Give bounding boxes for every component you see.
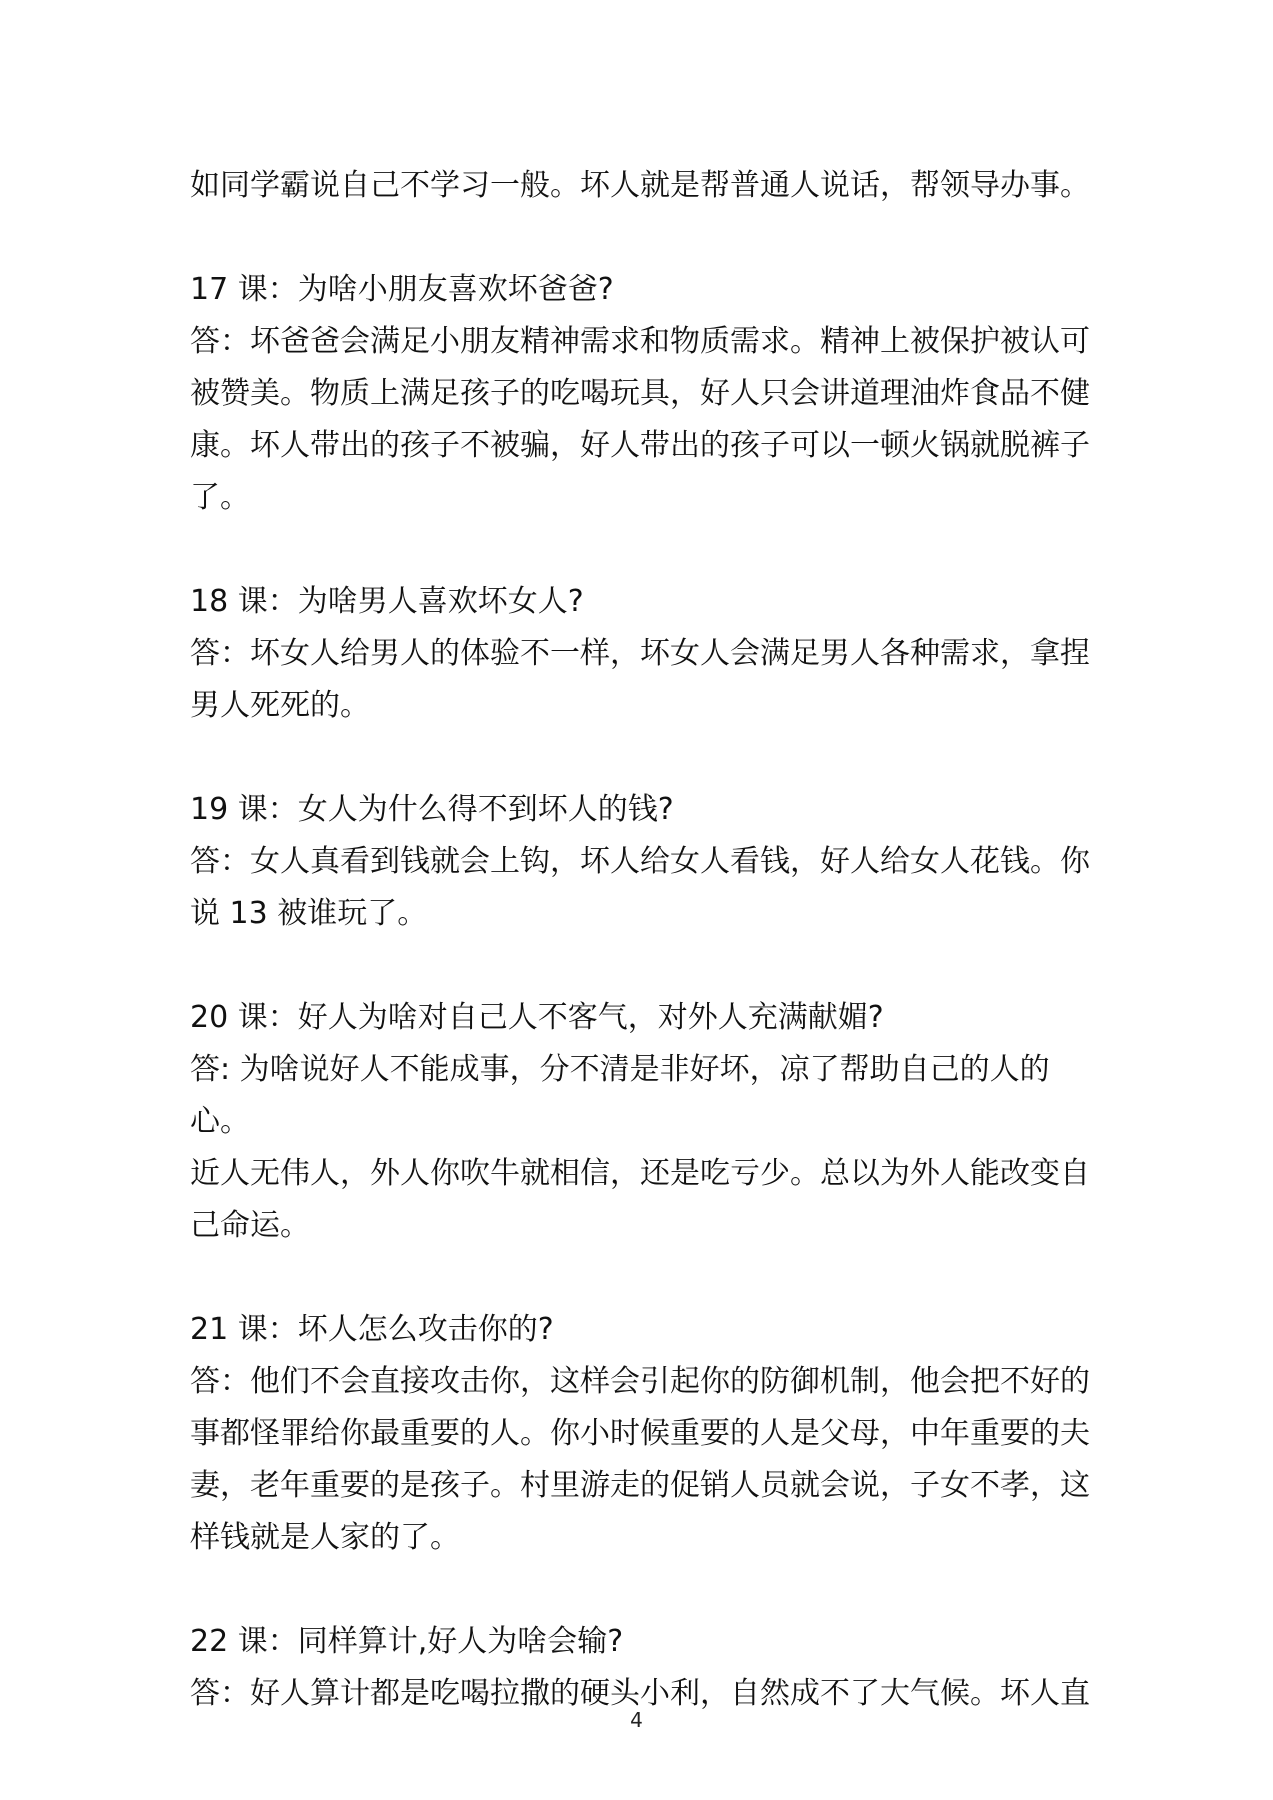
page-number: 4	[630, 1708, 643, 1732]
lesson-18-answer-line: 男人死死的。	[190, 688, 370, 723]
lesson-22-answer-line: 答：好人算计都是吃喝拉撒的硬头小利，自然成不了大气候。坏人直	[190, 1676, 1090, 1711]
lesson-21-answer-line: 妻，老年重要的是孩子。村里游走的促销人员就会说，子女不孝，这	[190, 1468, 1090, 1503]
lesson-17-question: 17 课：为啥小朋友喜欢坏爸爸?	[190, 272, 614, 307]
lesson-18-answer-line: 答：坏女人给男人的体验不一样，坏女人会满足男人各种需求，拿捏	[190, 636, 1090, 671]
lesson-20-answer-line: 近人无伟人，外人你吹牛就相信，还是吃亏少。总以为外人能改变自	[190, 1156, 1090, 1191]
lesson-17-answer-line: 康。坏人带出的孩子不被骗，好人带出的孩子可以一顿火锅就脱裤子	[190, 428, 1090, 463]
intro-line: 如同学霸说自己不学习一般。坏人就是帮普通人说话，帮领导办事。	[190, 168, 1090, 203]
lesson-19-answer-line: 答：女人真看到钱就会上钩，坏人给女人看钱，好人给女人花钱。你	[190, 844, 1090, 879]
lesson-21-question: 21 课：坏人怎么攻击你的?	[190, 1312, 554, 1347]
lesson-20-answer-line: 己命运。	[190, 1208, 310, 1243]
lesson-21-answer-line: 答：他们不会直接攻击你，这样会引起你的防御机制，他会把不好的	[190, 1364, 1090, 1399]
lesson-20-question: 20 课：好人为啥对自己人不客气，对外人充满献媚?	[190, 1000, 884, 1035]
paragraph-gap	[190, 732, 1095, 784]
lesson-17-answer-line: 答：坏爸爸会满足小朋友精神需求和物质需求。精神上被保护被认可	[190, 324, 1090, 359]
lesson-20-answer-line: 答: 为啥说好人不能成事，分不清是非好坏，凉了帮助自己的人的心。	[190, 1052, 1050, 1139]
lesson-19-answer-line: 说 13 被谁玩了。	[190, 896, 428, 931]
lesson-22-question: 22 课：同样算计,好人为啥会输?	[190, 1624, 624, 1659]
paragraph-gap	[190, 212, 1095, 264]
paragraph-gap	[190, 1564, 1095, 1616]
lesson-17-answer-line: 了。	[190, 480, 250, 515]
page-content	[190, 160, 1095, 1720]
paragraph-gap	[190, 1252, 1095, 1304]
lesson-17-answer-line: 被赞美。物质上满足孩子的吃喝玩具，好人只会讲道理油炸食品不健	[190, 376, 1090, 411]
paragraph-gap	[190, 524, 1095, 576]
lesson-21-answer-line: 样钱就是人家的了。	[190, 1520, 460, 1555]
paragraph-gap	[190, 940, 1095, 992]
lesson-18-question: 18 课：为啥男人喜欢坏女人?	[190, 584, 584, 619]
lesson-19-question: 19 课：女人为什么得不到坏人的钱?	[190, 792, 674, 827]
lesson-21-answer-line: 事都怪罪给你最重要的人。你小时候重要的人是父母，中年重要的夫	[190, 1416, 1090, 1451]
